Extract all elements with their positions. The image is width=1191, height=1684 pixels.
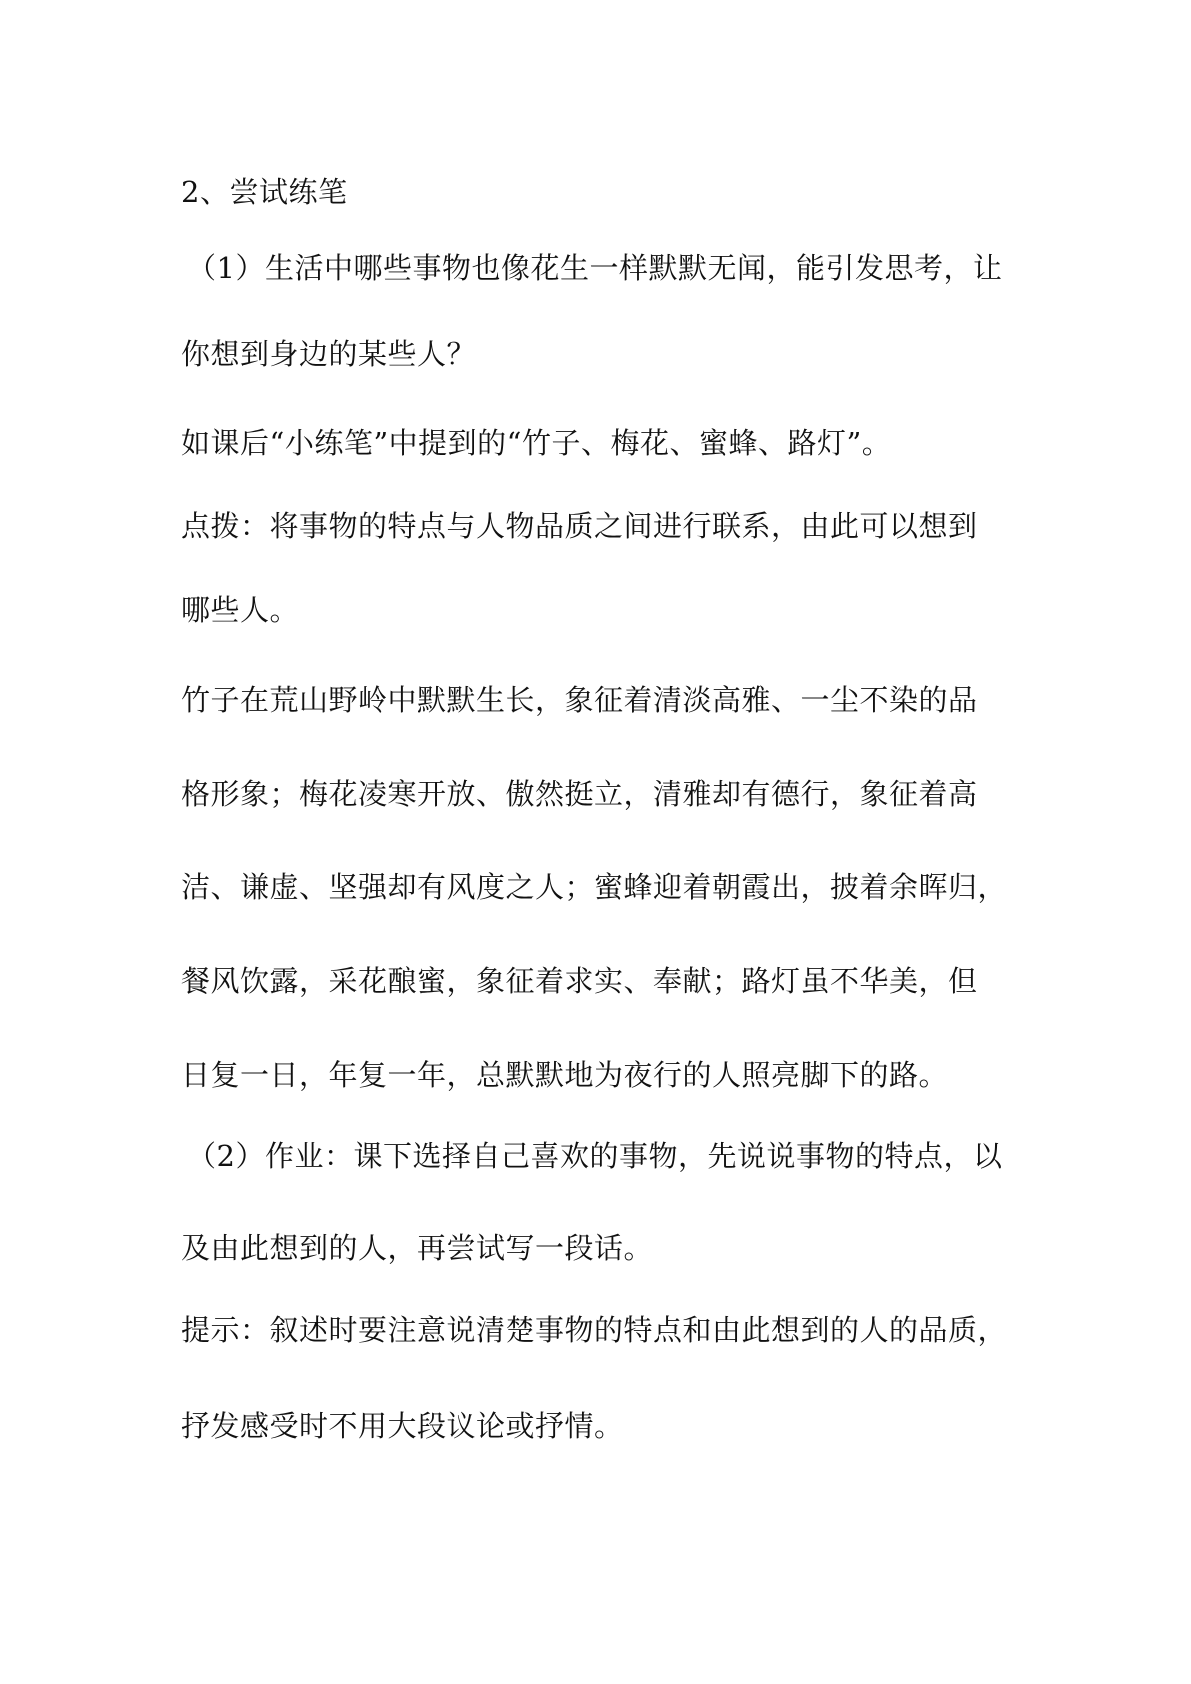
paragraph-line: 及由此想到的人，再尝试写一段话。 — [181, 1231, 654, 1265]
paragraph-line: 你想到身边的某些人？ — [181, 337, 477, 371]
paragraph-line: 日复一日，年复一年，总默默地为夜行的人照亮脚下的路。 — [181, 1058, 949, 1092]
paragraph-line: 如课后“小练笔”中提到的“竹子、梅花、蜜蜂、路灯”。 — [181, 426, 892, 460]
paragraph-line: 餐风饮露，采花酿蜜，象征着求实、奉献；路灯虽不华美，但 — [181, 964, 978, 998]
paragraph-line: 哪些人。 — [181, 593, 300, 627]
paragraph-line: 竹子在荒山野岭中默默生长，象征着清淡高雅、一尘不染的品 — [181, 683, 978, 717]
paragraph-line: （2）作业：课下选择自己喜欢的事物，先说说事物的特点，以 — [187, 1139, 1003, 1173]
paragraph-line: 点拨：将事物的特点与人物品质之间进行联系，由此可以想到 — [181, 509, 978, 543]
paragraph-line: 提示：叙述时要注意说清楚事物的特点和由此想到的人的品质， — [181, 1313, 1008, 1347]
paragraph-line: 格形象；梅花凌寒开放、傲然挺立，清雅却有德行，象征着高 — [181, 777, 978, 811]
paragraph-line: 抒发感受时不用大段议论或抒情。 — [181, 1409, 624, 1443]
section-heading: 2、尝试练笔 — [181, 175, 348, 209]
paragraph-line: （1）生活中哪些事物也像花生一样默默无闻，能引发思考，让 — [187, 251, 1003, 285]
paragraph-line: 洁、谦虚、坚强却有风度之人；蜜蜂迎着朝霞出，披着余晖归， — [181, 870, 1008, 904]
